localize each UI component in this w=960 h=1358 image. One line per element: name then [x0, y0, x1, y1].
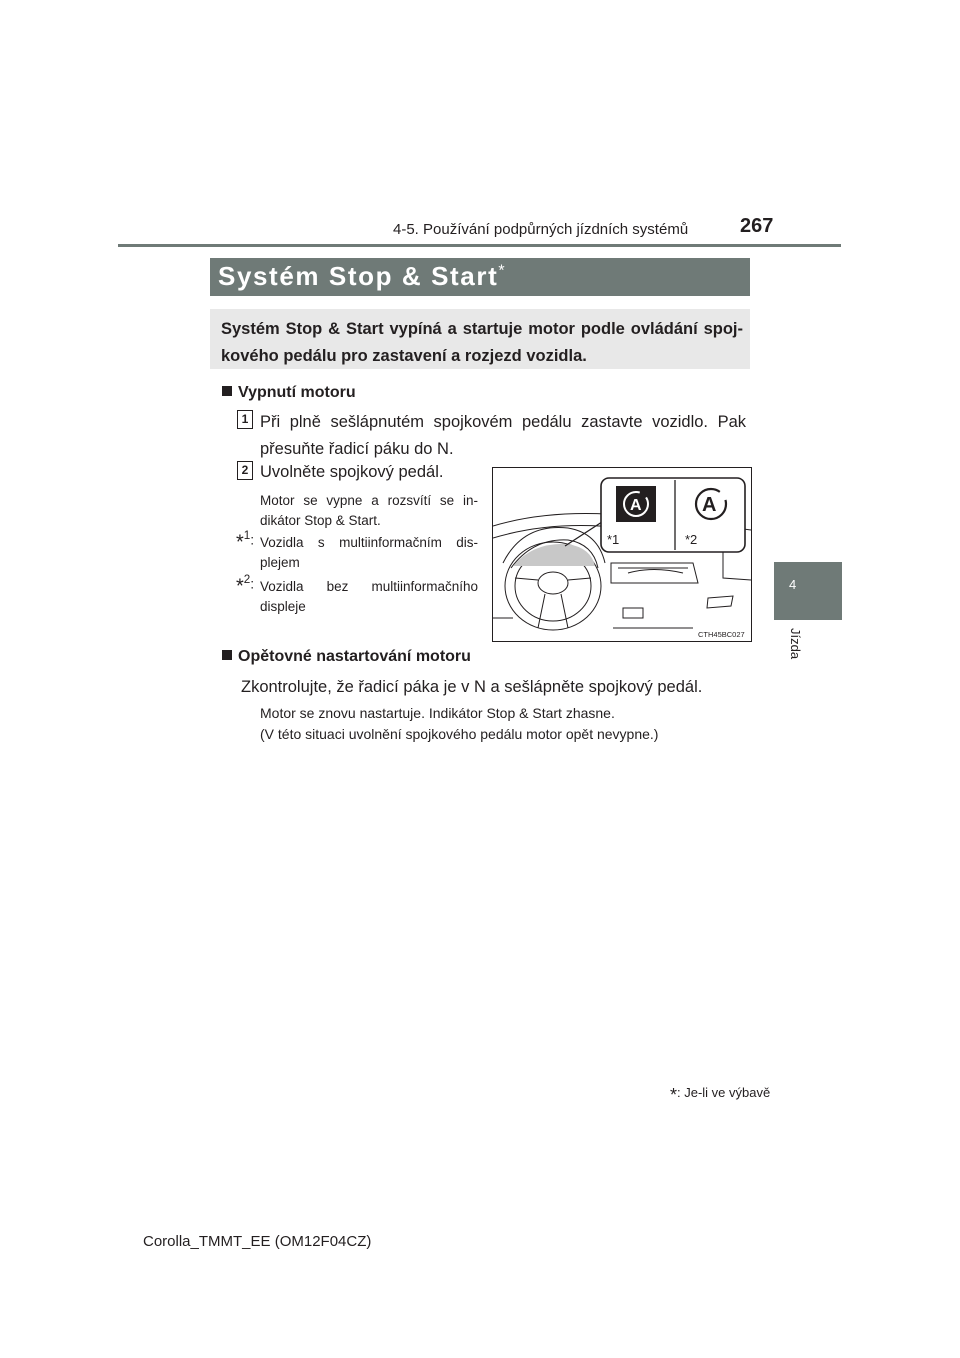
asterisk-icon: *: [670, 1085, 678, 1105]
dashboard-illustration: [492, 467, 752, 642]
figure-code: CTH45BC027: [698, 630, 745, 639]
chapter-tab: [774, 562, 842, 620]
restart-note-2: (V této situaci uvolnění spojkového pedálu motor opět nevypne.): [260, 726, 659, 742]
page-title: [218, 261, 505, 292]
document-id: Corolla_TMMT_EE (OM12F04CZ): [143, 1233, 372, 1250]
footnote-2-text: Vozidla bez multiinformačního displeje: [260, 579, 478, 614]
section-heading-engine-off: [222, 384, 356, 402]
availability-footnote-text: : Je-li ve výbavě: [677, 1085, 771, 1100]
square-bullet-icon: [222, 386, 232, 396]
step-badge-2: 2: [237, 461, 253, 480]
step-badge-1: 1: [237, 410, 253, 429]
intro-text: Systém Stop & Start vypíná a startuje motor podle ovládání spoj-kového pedálu pro zastavení a rozjezd vozidla.: [221, 320, 743, 365]
asterisk-icon: *: [236, 531, 244, 554]
svg-text:A: A: [702, 494, 717, 516]
availability-footnote: [670, 1085, 770, 1106]
header-rule: [118, 244, 841, 247]
callout-1-label: *1: [607, 532, 620, 547]
page-number: 267: [740, 215, 774, 237]
callout-2-label: *2: [685, 532, 698, 547]
footnote-index: 1: [243, 529, 251, 542]
svg-text:A: A: [630, 497, 642, 514]
footnote-1-text: Vozidla s multiinformačním dis-plejem: [260, 535, 478, 570]
section-header: 4-5. Používání podpůrných jízdních systémů: [393, 221, 689, 238]
asterisk-icon: *: [236, 575, 244, 598]
footnote-marker-2: *$^2$:: [236, 573, 255, 598]
dashboard-drawing: [493, 468, 751, 641]
square-bullet-icon: [222, 650, 232, 660]
step-1-text: Při plně sešlápnutém spojkovém pedálu zastavte vozidlo. Pak přesuňte řadicí páku do N.: [260, 413, 746, 458]
section-heading-text: Opětovné nastartování motoru: [238, 648, 471, 665]
chapter-tab-number: 4: [789, 577, 797, 592]
section-heading-restart: [222, 648, 471, 666]
step-2-text: Uvolněte spojkový pedál.: [260, 463, 444, 481]
page-title-text: Systém Stop & Start: [218, 261, 499, 291]
chapter-tab-label: Jízda: [788, 628, 803, 660]
section-heading-text: Vypnutí motoru: [238, 384, 356, 401]
restart-note-1: Motor se znovu nastartuje. Indikátor Stop & Start zhasne.: [260, 705, 615, 721]
restart-text: Zkontrolujte, že řadicí páka je v N a sešlápněte spojkový pedál.: [241, 678, 703, 696]
footnote-index: 2: [243, 573, 251, 586]
engine-off-note: Motor se vypne a rozsvítí se in-dikátor Stop & Start.: [260, 493, 478, 528]
footnote-marker-1: *$^1$:: [236, 529, 255, 554]
restart-notes: [260, 703, 658, 745]
title-asterisk: *: [498, 262, 505, 280]
